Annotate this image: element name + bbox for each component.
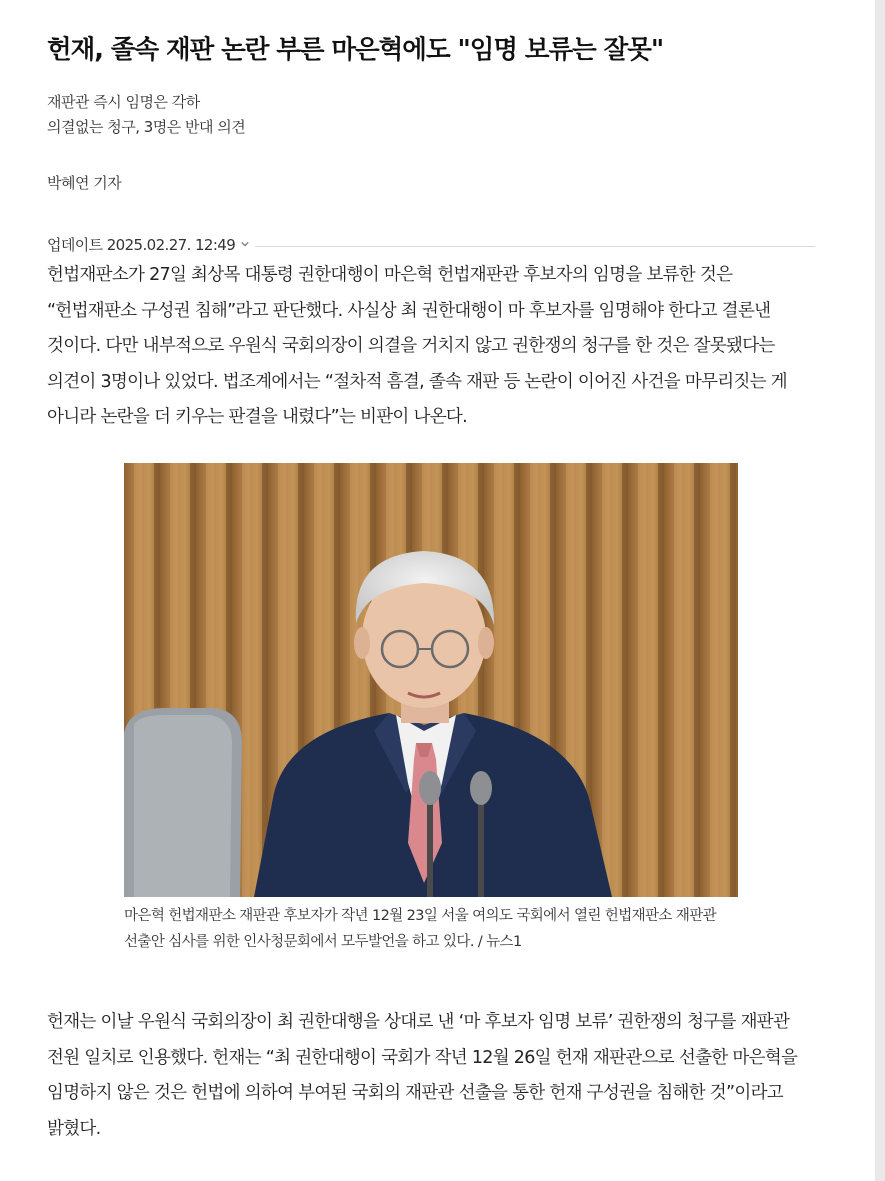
article-paragraph: 헌재는 이날 우원식 국회의장이 최 권한대행을 상대로 낸 ‘마 후보자 임명 보류’ 권한쟁의 청구를 재판관 전원 일치로 인용했다. 헌재는 “최 권한대행이 국회가 작년 12월 26일 헌재 재판관으로 선출한 마은혁을 임명하지 않은 것은 헌법에 의하여 부여된 국회의 재판관 선출을 통한 헌재 구성권을 침해한 것”이라고 밝혔다. bbox=[47, 1012, 798, 1139]
article-photo bbox=[124, 463, 738, 897]
subtitle-line: 재판관 즉시 임명은 각하 bbox=[47, 93, 200, 111]
update-toggle[interactable] bbox=[47, 234, 255, 256]
article-paragraph: 헌법재판소가 27일 최상목 대통령 권한대행이 마은혁 헌법재판관 후보자의 임명을 보류한 것은 “헌법재판소 구성권 침해”라고 판단했다. 사실상 최 권한대행이 마 후보자를 임명해야 한다고 결론낸 것이다. 다만 내부적으로 우원식 국회의장이 의결을 거치지 않고 권한쟁의 청구를 한 것은 잘못됐다는 의견이 3명이나 있었다. 법조계에서는 “절차적 흠결, 졸속 재판 등 논란이 이어진 사건을 마무리짓는 게 아니라 논란을 더 키우는 판결을 내렸다”는 비판이 나온다. bbox=[47, 265, 787, 427]
article-headline: 헌재, 졸속 재판 논란 부른 마은혁에도 "임명 보류는 잘못" bbox=[47, 35, 664, 65]
scrollbar-track[interactable] bbox=[875, 0, 885, 1181]
article-subtitles bbox=[47, 90, 245, 140]
chevron-down-icon bbox=[241, 240, 249, 248]
update-info bbox=[47, 234, 815, 258]
reporter-byline: 박혜연 기자 bbox=[47, 174, 122, 192]
update-timestamp: 업데이트 2025.02.27. 12:49 bbox=[47, 236, 236, 254]
subtitle-line: 의결없는 청구, 3명은 반대 의견 bbox=[47, 118, 246, 136]
photo-caption: 마은혁 헌법재판소 재판관 후보자가 작년 12월 23일 서울 여의도 국회에서 열린 헌법재판소 재판관 선출안 심사를 위한 인사청문회에서 모두발언을 하고 있다. / 뉴스1 bbox=[124, 908, 717, 950]
